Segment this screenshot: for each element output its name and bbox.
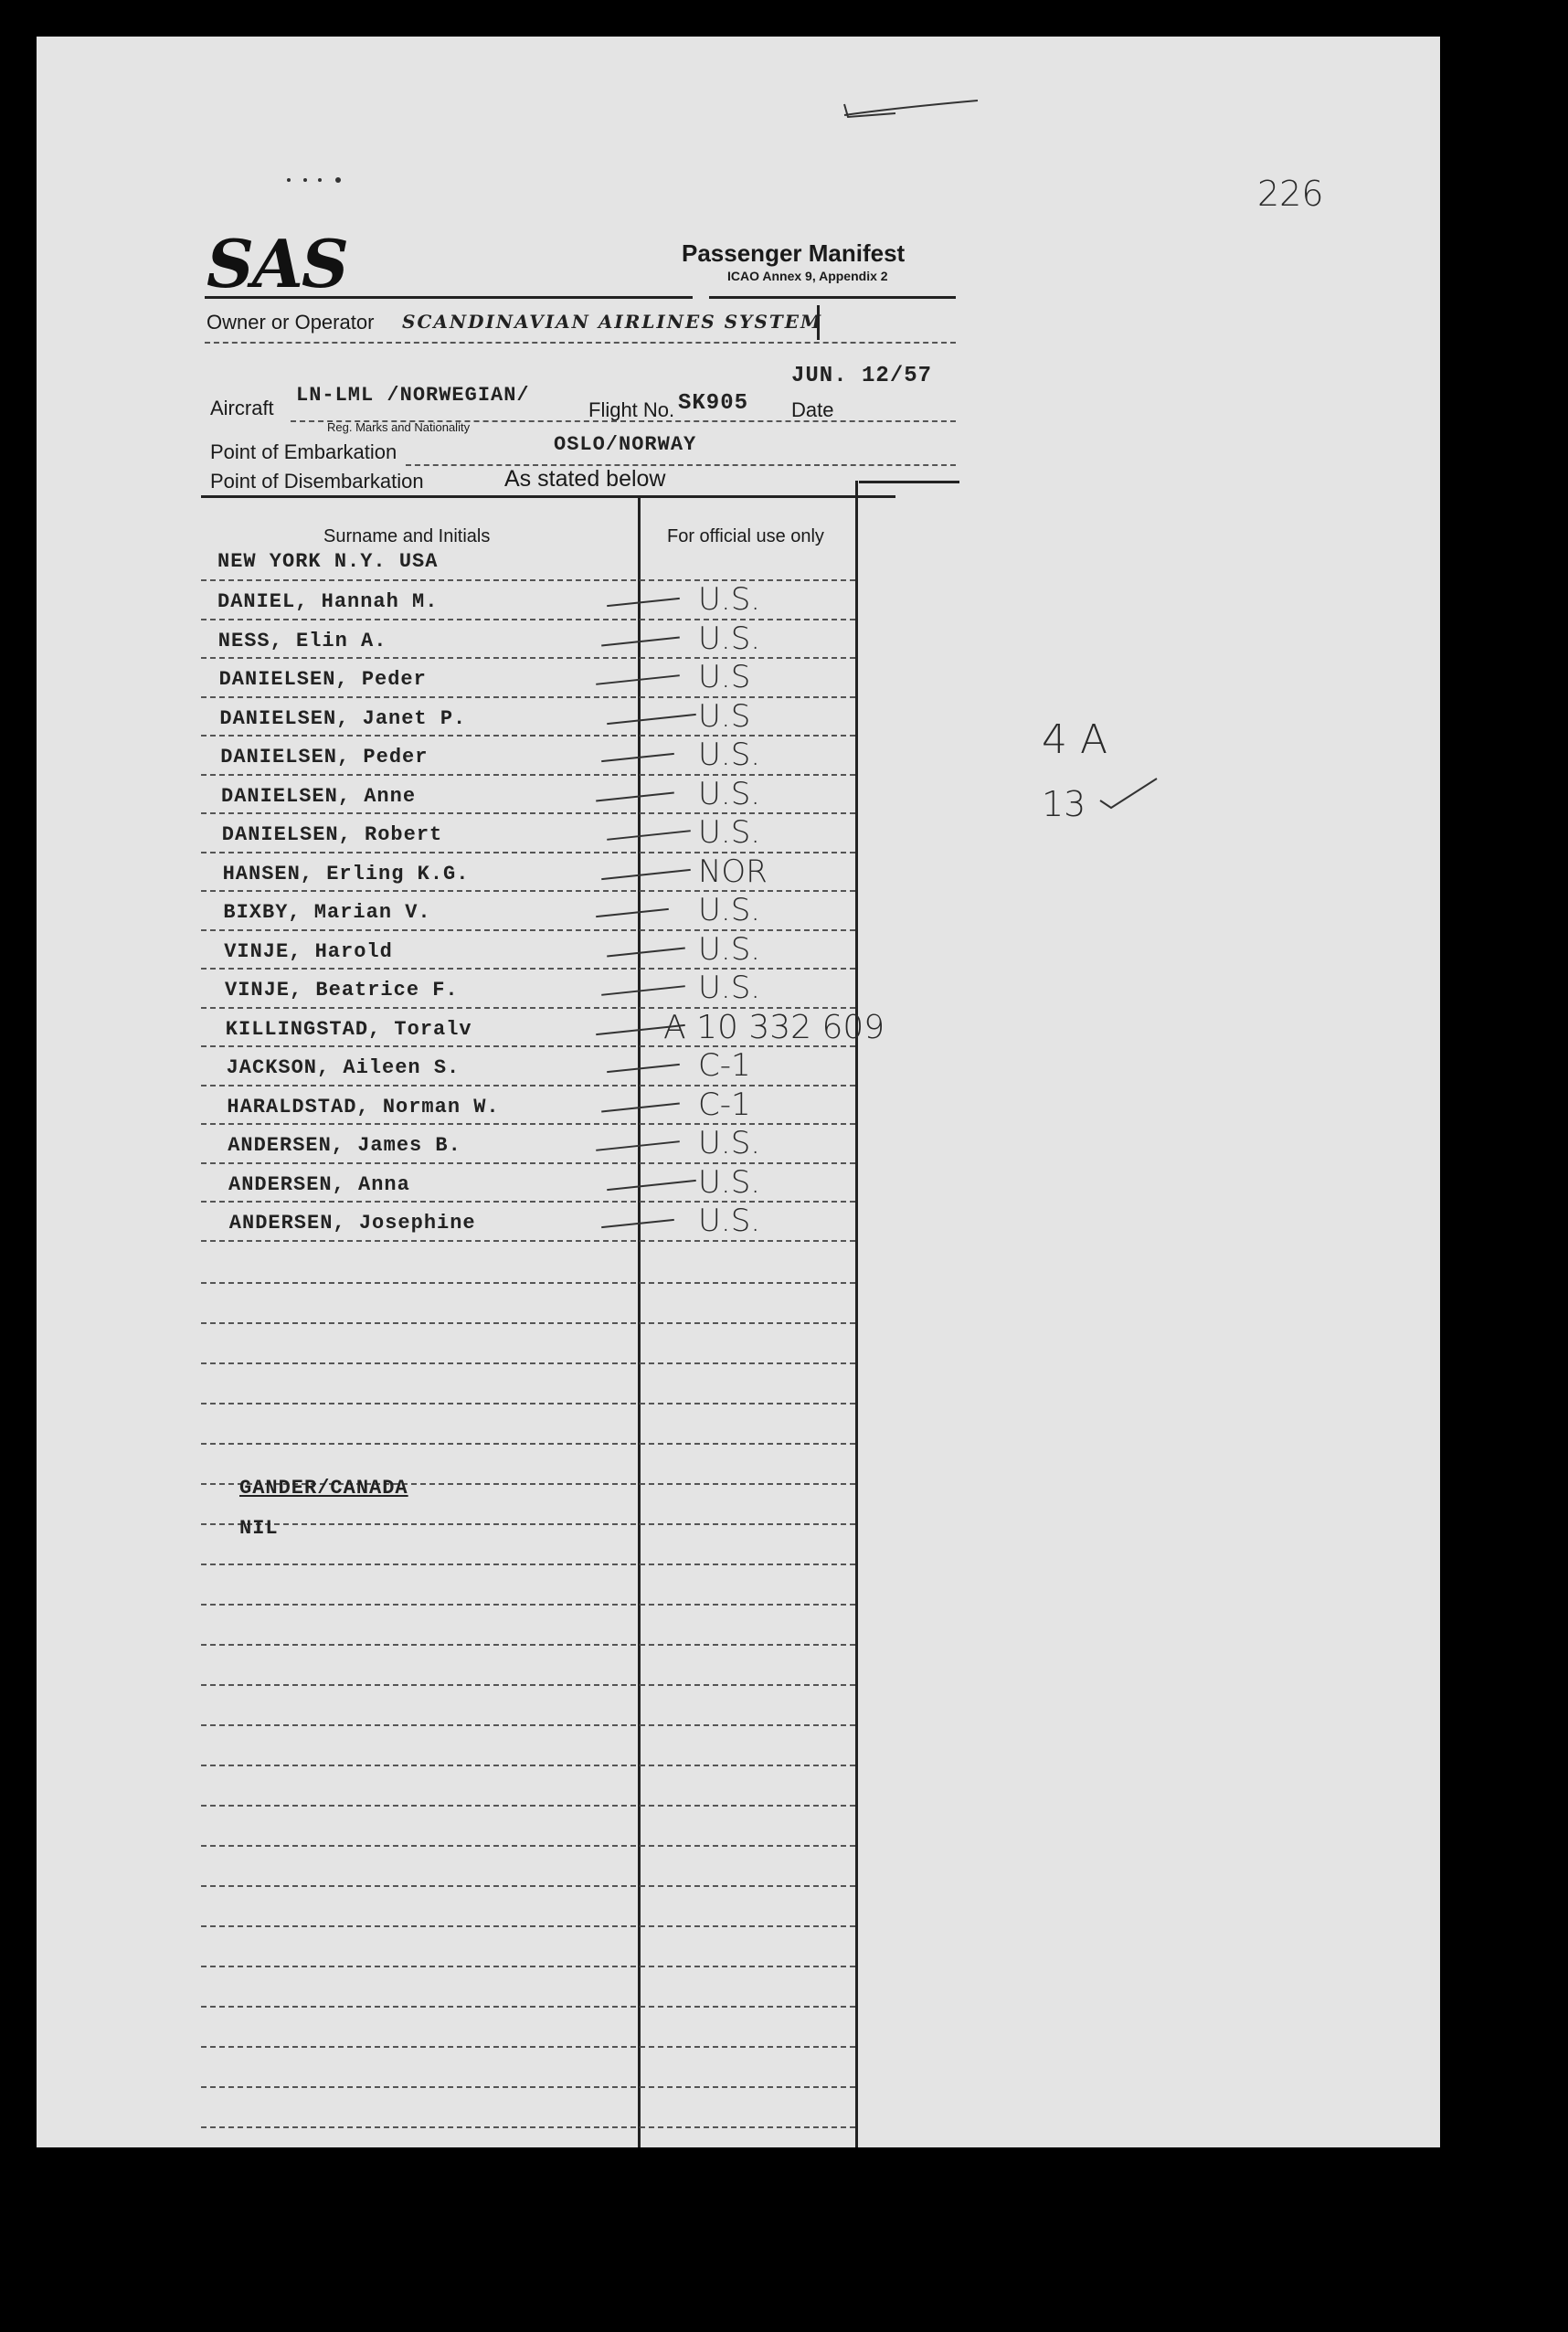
blank-rule (201, 1845, 855, 1847)
tally-mark (607, 1179, 696, 1190)
passenger-name: KILLINGSTAD, Toralv (225, 1017, 472, 1041)
tally-mark (596, 791, 674, 801)
table-row (37, 931, 859, 970)
blank-rule (201, 1604, 855, 1606)
tally-mark (607, 1064, 680, 1073)
blank-rule (201, 2006, 855, 2008)
manifest-sheet (37, 37, 1440, 2147)
blank-rule (201, 2046, 855, 2048)
passenger-name: HANSEN, Erling K.G. (222, 862, 470, 885)
table-row (37, 1008, 885, 1048)
official-mark: U.S. (698, 620, 761, 657)
embark-rule (406, 464, 956, 466)
tally-mark (607, 830, 691, 841)
passenger-name: DANIELSEN, Peder (220, 746, 429, 768)
tally-mark (596, 1140, 680, 1151)
dot-marks (285, 172, 358, 179)
pen-mark (841, 97, 987, 121)
table-row (37, 814, 859, 853)
official-mark: A 10 332 609 (663, 1008, 885, 1046)
row-rule (201, 1240, 855, 1242)
passenger-name: DANIELSEN, Janet P. (219, 706, 467, 730)
passenger-name: ANDERSEN, Josephine (228, 1212, 476, 1235)
passenger-name: VINJE, Beatrice F. (225, 979, 459, 1002)
blank-rule (201, 1362, 855, 1364)
table-row (37, 970, 859, 1009)
table-row (37, 776, 859, 815)
margin-note-1: 4 A (1042, 716, 1108, 763)
official-mark: C-1 (698, 1086, 751, 1123)
official-mark: NOR (698, 853, 768, 890)
passenger-name: DANIELSEN, Peder (218, 668, 427, 691)
section-new-york: NEW YORK N.Y. USA (217, 550, 439, 573)
passenger-name: VINJE, Harold (224, 939, 393, 963)
tally-mark (601, 1102, 680, 1112)
blank-rule (201, 1564, 855, 1565)
blank-rule (201, 1805, 855, 1807)
section-gander-value: NIL (239, 1517, 279, 1540)
tally-mark (607, 713, 696, 724)
table-row (37, 1164, 859, 1203)
table-row (37, 1203, 859, 1242)
official-mark: U.S. (698, 892, 761, 928)
blank-rule (201, 1925, 855, 1927)
tally-mark (607, 598, 680, 607)
manifest-title: Passenger Manifest (682, 239, 906, 267)
passenger-name: BIXBY, Marian V. (223, 901, 431, 924)
passenger-name: DANIEL, Hannah M. (217, 590, 439, 613)
blank-rule (201, 1684, 855, 1686)
blank-rule (201, 2086, 855, 2088)
passenger-name: ANDERSEN, Anna (228, 1172, 410, 1196)
table-row (37, 620, 859, 660)
table-top-rule (201, 495, 895, 498)
passenger-name: NESS, Elin A. (217, 629, 387, 652)
official-mark: U.S. (698, 930, 761, 968)
official-mark: U.S. (698, 1125, 761, 1161)
owner-label: Owner or Operator (207, 311, 375, 334)
disembark-value: As stated below (504, 466, 666, 492)
blank-rule (201, 1403, 855, 1404)
aircraft-value: LN-LML /NORWEGIAN/ (296, 384, 530, 407)
header-rule-right (709, 296, 956, 299)
owner-divider (817, 305, 820, 340)
table-row (37, 698, 859, 737)
page-number: 226 (1257, 174, 1324, 214)
sas-logo: SAS (207, 225, 347, 302)
blank-rule (201, 1644, 855, 1646)
flight-value: SK905 (678, 391, 749, 416)
aircraft-sublabel: Reg. Marks and Nationality (327, 420, 471, 434)
table-row (37, 1125, 859, 1164)
table-top-rule-right (859, 481, 959, 483)
owner-value: SCANDINAVIAN AIRLINES SYSTEM (402, 311, 823, 333)
tally-mark (601, 753, 674, 762)
official-mark: U.S. (698, 814, 761, 851)
tally-mark (596, 908, 669, 917)
table-row (37, 737, 859, 776)
flight-label: Flight No. (588, 398, 675, 421)
official-mark: U.S. (698, 775, 761, 812)
owner-rule (205, 342, 956, 344)
check-mark (1097, 773, 1160, 810)
official-mark: U.S. (698, 1163, 761, 1201)
passenger-name: ANDERSEN, James B. (228, 1134, 461, 1157)
tally-mark (601, 1219, 674, 1228)
official-mark: U.S. (698, 1203, 761, 1239)
blank-rule (201, 1765, 855, 1766)
blank-rule (201, 1724, 855, 1726)
header-rule (205, 296, 693, 299)
blank-rule (201, 1282, 855, 1284)
table-row (37, 659, 859, 698)
tally-mark (601, 985, 685, 996)
col-name-header: Surname and Initials (323, 526, 491, 546)
official-mark: U.S. (698, 970, 761, 1006)
blank-rule (201, 1523, 855, 1525)
col-official-header: For official use only (667, 526, 824, 546)
passenger-name: JACKSON, Aileen S. (226, 1056, 461, 1079)
official-mark: U.S (698, 697, 751, 735)
aircraft-rule (291, 420, 956, 422)
official-mark: U.S. (698, 581, 761, 618)
table-row (37, 1086, 859, 1126)
blank-rule (201, 1443, 855, 1445)
table-row (37, 581, 859, 620)
official-mark: C-1 (698, 1047, 751, 1084)
disembark-label: Point of Disembarkation (210, 470, 424, 493)
date-value: JUN. 12/57 (791, 364, 933, 388)
table-row (37, 892, 859, 931)
manifest-subtitle: ICAO Annex 9, Appendix 2 (727, 269, 888, 283)
tally-mark (601, 868, 691, 879)
passenger-name: HARALDSTAD, Norman W. (227, 1095, 500, 1118)
passenger-name: DANIELSEN, Anne (221, 784, 417, 808)
tally-mark (601, 636, 680, 646)
aircraft-label: Aircraft (210, 397, 274, 419)
embark-value: OSLO/NORWAY (554, 433, 697, 456)
date-label: Date (791, 398, 834, 421)
official-mark: U.S (698, 659, 751, 695)
blank-rule (201, 1885, 855, 1887)
official-mark: U.S. (698, 737, 761, 773)
blank-rule (201, 2126, 855, 2128)
section-gander: GANDER/CANADA (239, 1477, 408, 1500)
table-row (37, 853, 859, 893)
margin-note-2: 13 (1042, 784, 1086, 824)
tally-mark (596, 674, 680, 685)
embark-label: Point of Embarkation (210, 440, 397, 463)
blank-rule (201, 1322, 855, 1324)
passenger-name: DANIELSEN, Robert (221, 823, 443, 846)
table-row (37, 1047, 859, 1086)
tally-mark (607, 947, 685, 957)
blank-rule (201, 1966, 855, 1967)
